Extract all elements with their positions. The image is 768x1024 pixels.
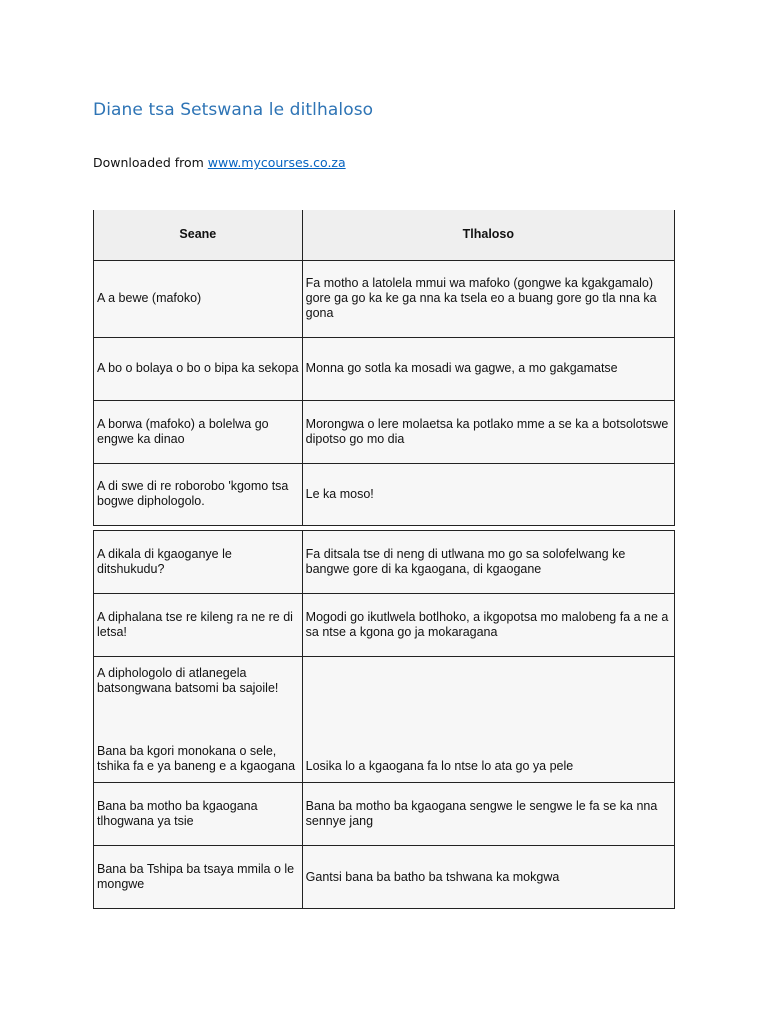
- seane-cell: A di swe di re roborobo 'kgomo tsa bogwe diphologolo.: [94, 463, 303, 525]
- tlhaloso-spacer: [306, 666, 671, 681]
- header-tlhaloso: Tlhaloso: [302, 210, 674, 260]
- table-row: [94, 531, 675, 594]
- tlhaloso-stack: [306, 666, 671, 774]
- proverbs-table-part-1: [93, 210, 675, 526]
- seane-cell: A dikala di kgaoganye le ditshukudu?: [94, 531, 303, 594]
- table-row: [94, 463, 675, 525]
- source-line: [93, 155, 346, 170]
- tlhaloso-cell: Le ka moso!: [302, 463, 674, 525]
- seane-text: Bana ba kgori monokana o sele, tshika fa e ya baneng e a kgaogana: [97, 743, 296, 773]
- tlhaloso-cell: Gantsi bana ba batho ba tshwana ka mokgwa: [302, 846, 674, 909]
- table-row: [94, 657, 675, 783]
- tlhaloso-cell: [302, 657, 674, 783]
- seane-cell: A diphalana tse re kileng ra ne re di letsa!: [94, 594, 303, 657]
- source-prefix: Downloaded from: [93, 155, 208, 170]
- table-row: [94, 337, 675, 400]
- table-header-row: [94, 210, 675, 260]
- table-row: [94, 260, 675, 337]
- table-row: [94, 783, 675, 846]
- table-row: [94, 846, 675, 909]
- header-seane: Seane: [94, 210, 303, 260]
- tlhaloso-cell: Bana ba motho ba kgaogana sengwe le sengwe le fa se ka nna sennye jang: [302, 783, 674, 846]
- tlhaloso-cell: Fa ditsala tse di neng di utlwana mo go sa solofelwang ke bangwe gore di ka kgaogana, di kgaogane: [302, 531, 674, 594]
- table-row: [94, 400, 675, 463]
- seane-text: A diphologolo di atlanegela batsongwana batsomi ba sajoile!: [97, 665, 279, 695]
- document-title: Diane tsa Setswana le ditlhaloso: [93, 100, 374, 120]
- tlhaloso-cell: Mogodi go ikutlwela botlhoko, a ikgopotsa mo malobeng fa a ne a sa ntse a kgona go ja mokaragana: [302, 594, 674, 657]
- seane-cell: Bana ba Tshipa ba tsaya mmila o le mongwe: [94, 846, 303, 909]
- seane-cell: [94, 657, 303, 783]
- table-row: [94, 594, 675, 657]
- tlhaloso-cell: Fa motho a latolela mmui wa mafoko (gongwe ka kgakgamalo) gore ga go ka ke ga nna ka tsela eo a buang gore go tla nna ka gona: [302, 260, 674, 337]
- seane-cell: A borwa (mafoko) a bolelwa go engwe ka dinao: [94, 400, 303, 463]
- proverbs-table-part-2: [93, 530, 675, 909]
- seane-cell: A bo o bolaya o bo o bipa ka sekopa: [94, 337, 303, 400]
- tlhaloso-cell: Monna go sotla ka mosadi wa gagwe, a mo gakgamatse: [302, 337, 674, 400]
- tlhaloso-cell: Morongwa o lere molaetsa ka potlako mme a se ka a botsolotswe dipotso go mo dia: [302, 400, 674, 463]
- source-link[interactable]: www.mycourses.co.za: [207, 155, 346, 170]
- seane-cell: A a bewe (mafoko): [94, 260, 303, 337]
- seane-stack: [97, 666, 299, 774]
- tlhaloso-text: Losika lo a kgaogana fa lo ntse lo ata go ya pele: [305, 758, 574, 773]
- seane-cell: Bana ba motho ba kgaogana tlhogwana ya tsie: [94, 783, 303, 846]
